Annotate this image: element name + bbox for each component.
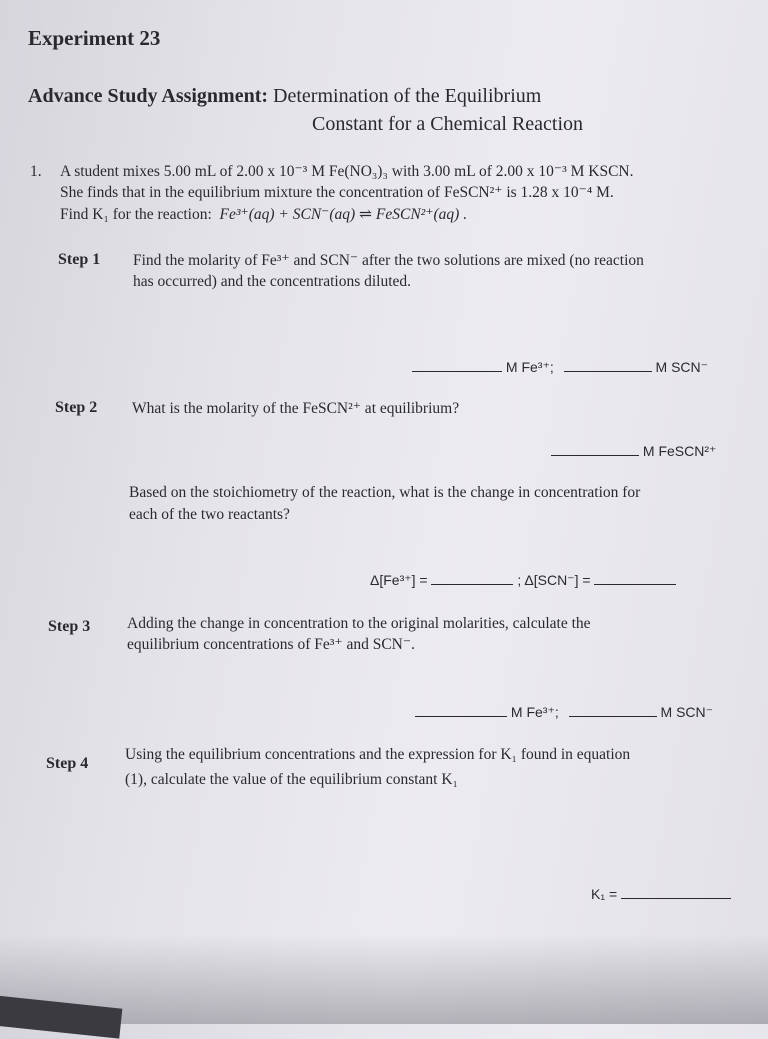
step2-line1: What is the molarity of the FeSCN²⁺ at equilibrium? bbox=[132, 400, 460, 417]
step4-label: Step 4 bbox=[46, 755, 89, 772]
experiment-heading: Experiment 23 bbox=[28, 26, 161, 50]
step1-fe-blank[interactable] bbox=[412, 357, 502, 372]
assignment-title-line2: Constant for a Chemical Reaction bbox=[312, 113, 584, 135]
problem-line1: A student mixes 5.00 mL of 2.00 x 10⁻³ M Fe(NO₃)₃ with 3.00 mL of 2.00 x 10⁻³ M KSCN. bbox=[60, 163, 634, 180]
step2-answer-row bbox=[551, 441, 716, 460]
assignment-title-line1 bbox=[28, 85, 541, 108]
step4-line1: Using the equilibrium concentrations and the expression for K₁ found in equation bbox=[125, 746, 631, 763]
step1-line2: has occurred) and the concentrations diluted. bbox=[133, 273, 412, 290]
step3-label: Step 3 bbox=[48, 618, 91, 635]
step1-line1: Find the molarity of Fe³⁺ and SCN⁻ after the two solutions are mixed (no reaction bbox=[133, 252, 644, 269]
step2-extra-line2: each of the two reactants? bbox=[129, 506, 290, 523]
assignment-label: Advance Study Assignment: bbox=[28, 85, 269, 107]
step3-scn-unit: M SCN⁻ bbox=[660, 704, 714, 720]
step4-answer-row bbox=[591, 884, 731, 902]
step2-extra-line1: Based on the stoichiometry of the reaction, what is the change in concentration for bbox=[129, 484, 641, 501]
step1-scn-unit: M SCN⁻ bbox=[655, 359, 709, 375]
problem-number: 1. bbox=[30, 163, 42, 180]
delta-fe-label: Δ[Fe³⁺] = bbox=[370, 572, 428, 588]
step4-line2: (1), calculate the value of the equilibrium constant K₁ bbox=[125, 771, 458, 788]
step1-label: Step 1 bbox=[58, 251, 101, 268]
problem-line3-prefix: Find K₁ for the reaction: bbox=[60, 206, 212, 223]
k1-label: K₁ = bbox=[591, 886, 618, 902]
step3-answer-row bbox=[415, 702, 713, 721]
step3-fe-blank[interactable] bbox=[415, 702, 507, 717]
k1-blank[interactable] bbox=[621, 884, 731, 899]
reaction-equation: Fe³⁺(aq) + SCN⁻(aq) ⇌ FeSCN²⁺(aq) . bbox=[219, 206, 468, 223]
step2-delta-row bbox=[370, 570, 676, 589]
step3-scn-blank[interactable] bbox=[569, 702, 657, 717]
step2-fescn-unit: M FeSCN²⁺ bbox=[642, 443, 717, 459]
step3-fe-unit: M Fe³⁺; bbox=[510, 704, 559, 720]
step1-scn-blank[interactable] bbox=[564, 357, 652, 372]
delta-scn-blank[interactable] bbox=[594, 570, 676, 585]
step1-fe-unit: M Fe³⁺; bbox=[505, 359, 554, 375]
delta-fe-blank[interactable] bbox=[431, 570, 513, 585]
problem-line3 bbox=[60, 205, 467, 225]
step3-line1: Adding the change in concentration to the original molarities, calculate the bbox=[127, 615, 591, 632]
step2-label: Step 2 bbox=[55, 399, 98, 416]
delta-scn-label: ; Δ[SCN⁻] = bbox=[517, 572, 591, 588]
step1-answer-row bbox=[412, 357, 708, 376]
step3-line2: equilibrium concentrations of Fe³⁺ and SCN⁻. bbox=[127, 636, 415, 653]
problem-line2: She finds that in the equilibrium mixture the concentration of FeSCN²⁺ is 1.28 x 10⁻⁴ M. bbox=[60, 184, 614, 201]
step2-fescn-blank[interactable] bbox=[551, 441, 639, 456]
title-part1: Determination of the Equilibrium bbox=[273, 85, 542, 107]
